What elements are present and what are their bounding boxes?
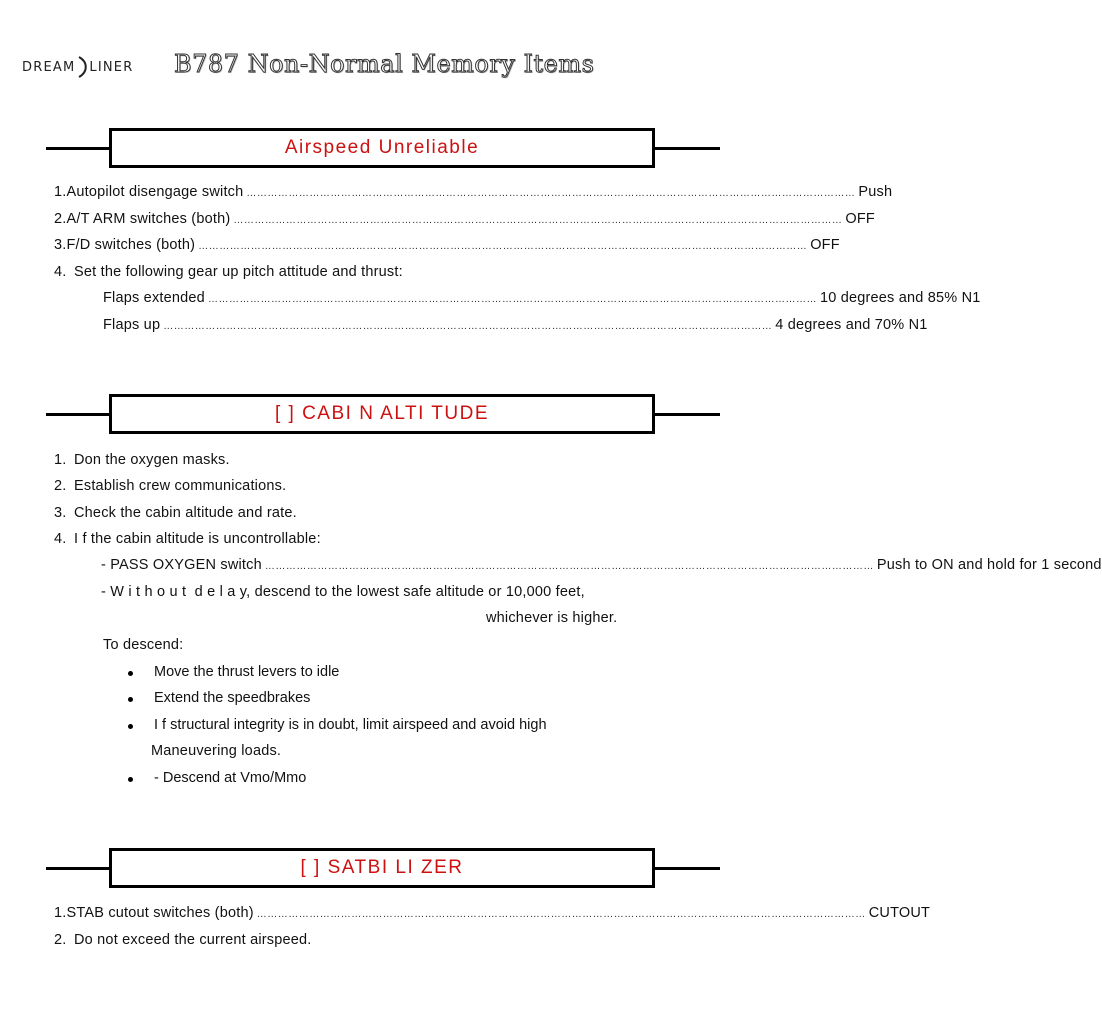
item-text: F/D switches (both) bbox=[66, 237, 196, 253]
checklist-item bbox=[54, 531, 321, 547]
bullet-text: Extend the speedbrakes bbox=[154, 690, 311, 706]
item-number: 2. bbox=[54, 932, 67, 948]
checklist-subitem bbox=[101, 557, 1102, 573]
item-value: Push bbox=[858, 184, 893, 200]
checklist-item bbox=[54, 264, 403, 280]
subitem-text: whichever is higher. bbox=[486, 610, 618, 626]
descend-label-text: To descend: bbox=[103, 637, 184, 653]
logo-text-left: DREAM bbox=[22, 59, 76, 75]
bullet-continuation-text: Maneuvering loads. bbox=[151, 743, 282, 759]
section-title-stabilizer bbox=[109, 848, 655, 888]
item-value: OFF bbox=[845, 211, 875, 227]
section-title-text: Airspeed Unreliable bbox=[284, 137, 480, 158]
logo-swoosh-icon bbox=[76, 56, 88, 78]
section-title-cabin-altitude bbox=[109, 394, 655, 434]
item-number: 4. bbox=[54, 264, 67, 280]
subitem-text: Flaps extended bbox=[103, 290, 205, 306]
checklist-item bbox=[54, 905, 931, 921]
descend-label bbox=[103, 637, 183, 653]
leader-dots: ………………………………………………………………………………………………………………………………………………………… bbox=[198, 241, 808, 252]
subitem-text: Flaps up bbox=[103, 317, 161, 333]
checklist-subitem-continuation bbox=[486, 610, 617, 626]
item-text: Don the oxygen masks. bbox=[74, 452, 230, 468]
item-value: OFF bbox=[810, 237, 840, 253]
subitem-text: - PASS OXYGEN switch bbox=[101, 557, 262, 573]
subitem-value: Push to ON and hold for 1 second bbox=[876, 557, 1102, 573]
subitem-text: - W i t h o u t d e l a y, descend to the lowest safe altitude or 10,000 feet, bbox=[101, 584, 585, 600]
leader-dots: ………………………………………………………………………………………………………………………………………………………… bbox=[256, 909, 866, 920]
checklist-item bbox=[54, 211, 875, 227]
leader-dots: ………………………………………………………………………………………………………………………………………………………… bbox=[207, 294, 817, 305]
item-number: 3. bbox=[54, 237, 67, 253]
section-title-text: [ ] SATBI LI ZER bbox=[300, 857, 464, 878]
bullet-continuation bbox=[151, 743, 281, 759]
bullet-icon bbox=[128, 697, 133, 702]
item-number: 1. bbox=[54, 905, 67, 921]
leader-dots: ………………………………………………………………………………………………………………………………………………………… bbox=[163, 321, 773, 332]
subitem-value: 4 degrees and 70% N1 bbox=[775, 317, 928, 333]
leader-dots: ………………………………………………………………………………………………………………………………………………………… bbox=[233, 215, 843, 226]
checklist-item bbox=[54, 505, 297, 521]
dreamliner-logo bbox=[22, 50, 133, 84]
item-text: Check the cabin altitude and rate. bbox=[74, 505, 297, 521]
item-text: Autopilot disengage switch bbox=[66, 184, 244, 200]
logo-text-right: LINER bbox=[89, 59, 134, 75]
bullet-icon bbox=[128, 671, 133, 676]
leader-dots: ………………………………………………………………………………………………………………………………………………………… bbox=[264, 561, 874, 572]
bullet-icon bbox=[128, 777, 133, 782]
item-number: 1. bbox=[54, 452, 67, 468]
checklist-subitem bbox=[103, 317, 928, 333]
checklist-item bbox=[54, 184, 893, 200]
item-number: 3. bbox=[54, 505, 67, 521]
item-text: Establish crew communications. bbox=[74, 478, 287, 494]
checklist-item bbox=[54, 237, 840, 253]
item-number: 2. bbox=[54, 211, 67, 227]
item-text: Set the following gear up pitch attitude and thrust: bbox=[74, 264, 403, 280]
section-title-airspeed-unreliable bbox=[109, 128, 655, 168]
checklist-item bbox=[54, 478, 286, 494]
item-text: I f the cabin altitude is uncontrollable: bbox=[74, 531, 321, 547]
bullet-text: Move the thrust levers to idle bbox=[154, 664, 340, 680]
bullet-icon bbox=[128, 724, 133, 729]
checklist-item bbox=[54, 452, 230, 468]
section-title-text: [ ] CABI N ALTI TUDE bbox=[274, 403, 490, 424]
leader-dots: ………………………………………………………………………………………………………………………………………………………… bbox=[246, 188, 856, 199]
item-text: A/T ARM switches (both) bbox=[66, 211, 231, 227]
checklist-subitem bbox=[101, 584, 585, 600]
item-text: Do not exceed the current airspeed. bbox=[74, 932, 312, 948]
item-text: STAB cutout switches (both) bbox=[66, 905, 254, 921]
subitem-value: 10 degrees and 85% N1 bbox=[819, 290, 981, 306]
item-number: 4. bbox=[54, 531, 67, 547]
item-value: CUTOUT bbox=[868, 905, 931, 921]
item-number: 1. bbox=[54, 184, 67, 200]
bullet-text: - Descend at Vmo/Mmo bbox=[154, 770, 307, 786]
checklist-subitem bbox=[103, 290, 981, 306]
item-number: 2. bbox=[54, 478, 67, 494]
bullet-text: I f structural integrity is in doubt, limit airspeed and avoid high bbox=[154, 717, 547, 733]
checklist-item bbox=[54, 932, 312, 948]
page-title: B787 Non-Normal Memory Items bbox=[174, 50, 595, 78]
